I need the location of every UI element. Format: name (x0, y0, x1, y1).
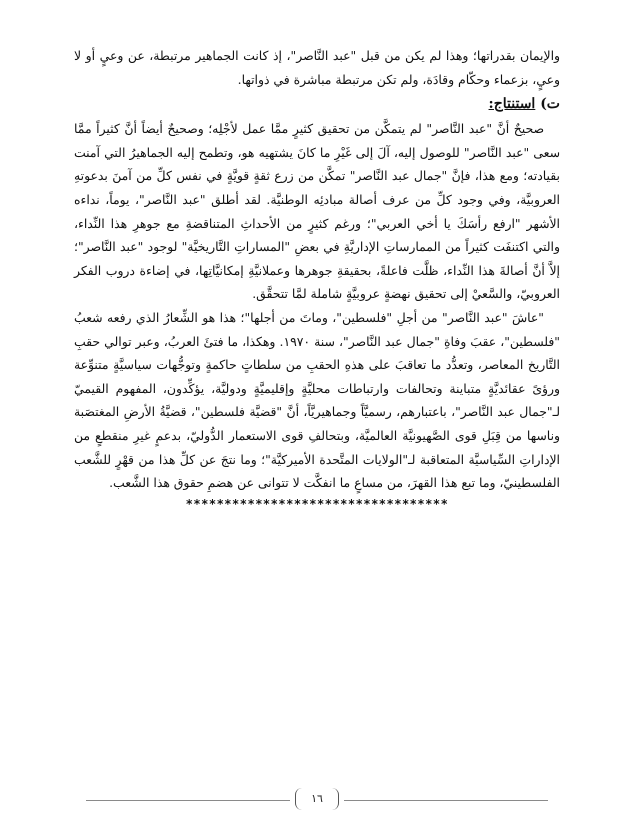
footer-rule-left (86, 800, 290, 801)
page-number-box (295, 788, 339, 810)
opening-paragraph: والإيمان بقدراتها؛ وهذا لم يكن من قبل "عبد النَّاصر"، إذ كانت الجماهير مرتبطة، عن وعيٍ أو لا وعيٍ، بزعماء وحكّام وقادَة، ولم تكن مرتبطة مباشرة في ذواتها. (74, 48, 560, 87)
separator-stars: ********************************** (185, 496, 449, 511)
footer-rule-right (344, 800, 548, 801)
page-content (74, 44, 560, 511)
body-paragraph-2: "عاشَ "عبد النَّاصر" من أجلِ "فلسطين"، وماتَ من أجلها"؛ هذا هو الشِّعارُ الذي رفعه شعبُ "فلسطين"، عقبَ وفاةِ "جمال عبد النَّاصر"، سنة ١٩٧٠. وهكذا، ما فتئَ العربُ، وعبر توالي حقبِ التَّاريخ المعاصر، وتعدُّد ما تعاقبَ على هذهِ الحقبِ من سلطاتٍ حاكمةٍ وتوجُّهات سياسيَّةٍ متنوِّعة ورؤىً عقائديَّةٍ متباينة وتحالفات وارتباطات محليَّةٍ وإقليميَّةٍ ودوليَّة، يؤكِّدون، المفهوم القيميّ لـ"جمال عبد النَّاصر"، باعتبارهم، رسميَّاً وجماهيريَّاً، أنَّ "قضيَّة فلسطين"، قضيَّةُ الأرضِ المغتصَبة وناسها من قِبَلِ قوى الصَّهيونيَّة العالميَّة، وبتحالفِ قوى الاستعمار الدُّوليّ، بدعمٍ غيرِ منقطعٍ من الإداراتِ السِّياسيَّة المتعاقبة لـ"الولايات المتَّحدة الأميركيَّة"؛ وما نتجَ عن كلِّ هذا من قهْرٍ للشَّعب الفلسطينيّ، وما تبع هذا القهرَ، من مساعٍ ما انفكَّت لا تتوانى عن هضمِ حقوق هذا الشَّعب. (74, 309, 561, 491)
section-heading (74, 91, 560, 117)
body-paragraph-1: صحيحٌ أنَّ "عبد النَّاصر" لم يتمكَّن من تحقيق كثيرٍ ممَّا عمل لأجْلِه؛ وصحيحٌ أيضاً أنَّ كثيراً ممَّا سعى "عبد النَّاصر" للوصول إليه، آلَ إلى غَيْرِ ما كانَ يشتهيه هو، وتطمح إليه الجماهيرُ التي آمنت بقيادته؛ ومع هذا، فإنَّ "جمال عبد النَّاصر" تمكَّن من زرع ثقةٍ قويَّةٍ في نفس كلِّ من آمنَ بدعوتهِ العروبيَّة، وفي وجود كلِّ من عرف أصالة مبادئِه الوطنيَّة. لقد أطلق "عبد النَّاصر"، يوماً، نداءه الأشهر "ارفع رأسَكَ يا أخي العربي"؛ ورغم كثيرٍ من الأحداثِ المتناقضةِ مع جوهرِ هذا النِّداء، والتي اكتنفَت كثيراً من الممارساتِ الإداريَّةِ في بعضِ "المساراتِ التَّاريخيَّة" لوجود "عبد النَّاصر"؛ إلاَّ أنَّ أصالةَ هذا النِّداء، ظلَّت فاعلةً، بحقيقةِ جوهرها وعملانيَّةِ إمكانيَّاتِها، في إضاءة دروب الفكر العروبيّ، والسَّعيْ إلى تحقيق نهضةٍ عروبيَّةٍ شاملة لمَّا تتحقَّق. (74, 121, 560, 302)
page-number: ١٦ (311, 792, 323, 805)
section-marker: ت) (540, 96, 560, 113)
page-footer (86, 788, 548, 812)
section-label: استنتاج: (488, 96, 536, 113)
